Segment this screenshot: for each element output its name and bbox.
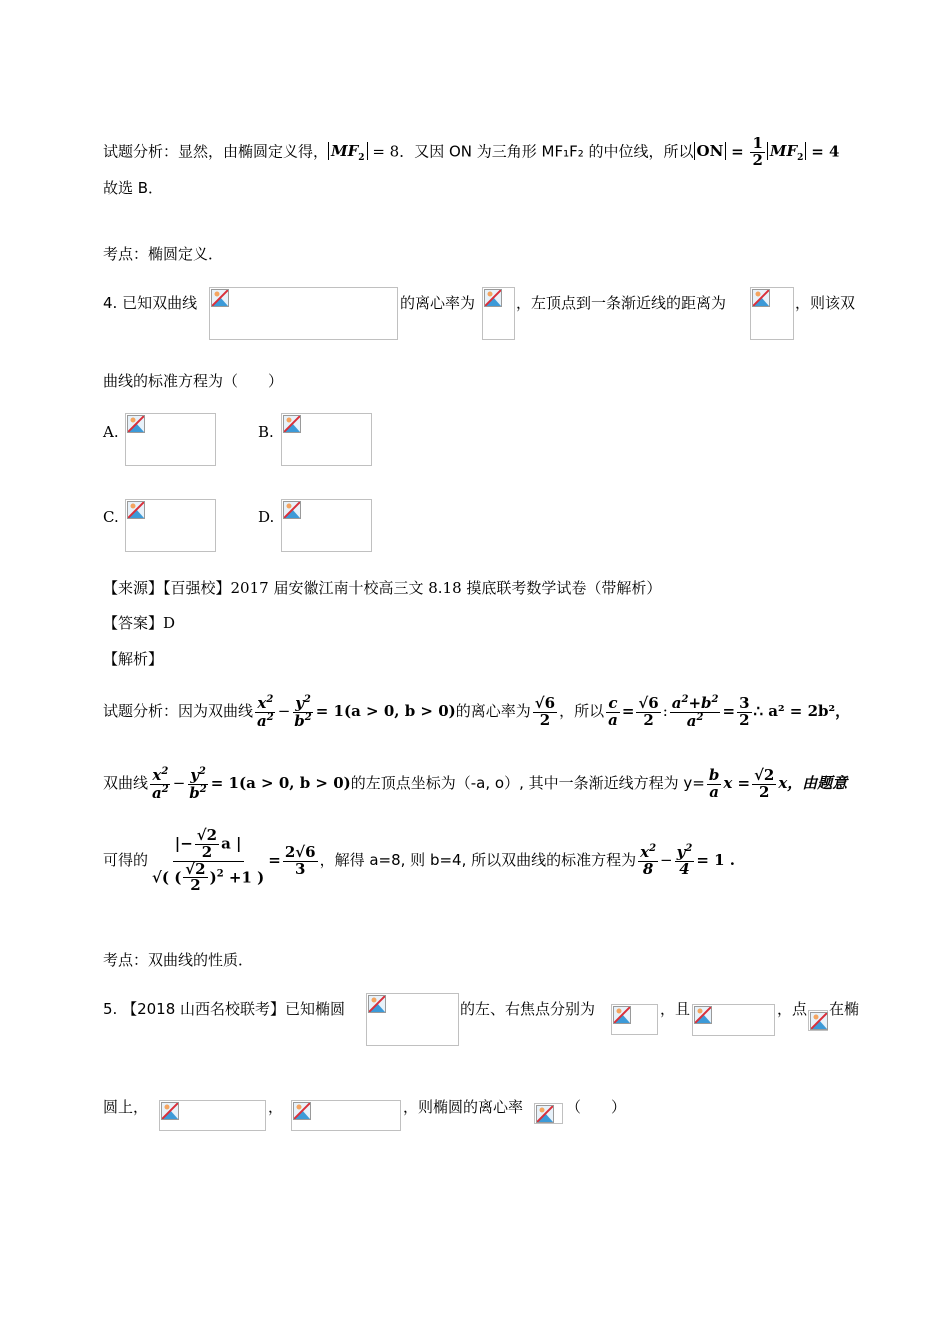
source-line: 【来源】【百强校】2017 届安徽江南十校高三文 8.18 摸底联考数学试卷（带解析） xyxy=(103,579,662,597)
broken-image-icon xyxy=(127,501,145,519)
q4-text-line2: 曲线的标准方程为（ ） xyxy=(103,372,284,390)
option-b-label: B. xyxy=(258,423,274,441)
broken-image-icon xyxy=(283,501,301,519)
solution-line-2: 双曲线 $\frac{x^2}{a^2}$ − $\frac{y^2}{b^2}$ = 1(a > 0, b > 0)的左顶点坐标为（-a, o）, 其中一条渐近线方程为 y= $\frac{b}{a}$ x = $\frac{√2}{2}$ x，由题意 xyxy=(103,765,848,802)
kaodian-1: 考点：椭圆定义． xyxy=(103,245,224,263)
broken-image-cond-1 xyxy=(159,1100,266,1131)
broken-image-icon xyxy=(484,289,502,307)
option-c-label: C. xyxy=(103,508,119,526)
q4-text-a: 4. 已知双曲线 xyxy=(103,294,198,312)
broken-image-cond-2 xyxy=(291,1100,401,1131)
broken-image-icon xyxy=(161,1102,179,1120)
broken-image-icon xyxy=(293,1102,311,1120)
kaodian-2: 考点：双曲线的性质． xyxy=(103,951,254,969)
broken-image-icon xyxy=(283,415,301,433)
broken-image-ellipse xyxy=(366,993,459,1046)
broken-image-icon xyxy=(536,1105,554,1123)
broken-image-icon xyxy=(694,1006,712,1024)
broken-image-icon xyxy=(211,289,229,307)
solution-line-3: 可得的 |− $\frac{√2}{2}$ a | √( ( $\frac{√2}{2}$ )$^2$ +1 ) = $\frac{2√6}{3}$ ，解得 a=8, 则 b=4, 所以双曲线的标准方程为 $\frac{x^2}{8}$ − $\frac{y^2}{4}$ = 1 . xyxy=(103,826,735,895)
fraction-half: $\frac{1}{2}$ xyxy=(752,134,763,169)
broken-image-icon xyxy=(613,1006,631,1024)
jiexi-label: 【解析】 xyxy=(103,650,164,668)
broken-image-equation xyxy=(209,287,398,340)
option-d-label: D. xyxy=(258,508,275,526)
distance-fraction: |− $\frac{√2}{2}$ a | √( ( $\frac{√2}{2}$ )$^2$ +1 ) xyxy=(152,826,265,895)
option-c-image[interactable] xyxy=(125,499,216,552)
broken-image-ecc xyxy=(534,1103,563,1124)
answer-line: 【答案】D xyxy=(103,614,176,632)
broken-image-icon xyxy=(368,995,386,1013)
choose-line: 故选 B． xyxy=(103,179,164,197)
frac-sqrt6-2: $\frac{√6}{2}$ xyxy=(534,693,556,729)
q5-text-line2: 圆上， xyxy=(103,1098,149,1116)
broken-image-condition xyxy=(692,1004,775,1036)
broken-image-eccentricity xyxy=(482,287,515,340)
frac-x2-a2: $\frac{x^2}{a^2}$ xyxy=(257,693,274,730)
broken-image-icon xyxy=(752,289,770,307)
broken-image-icon xyxy=(127,415,145,433)
broken-image-distance xyxy=(750,287,794,340)
broken-image-icon xyxy=(810,1012,828,1030)
broken-image-point xyxy=(808,1010,828,1031)
broken-image-foci xyxy=(611,1004,658,1035)
abs-mf2: $MF_2$ xyxy=(328,142,368,160)
analysis-line-1: 试题分析：显然，由椭圆定义得， $MF_2 = 8$．又因 ON 为三角形 MF₁F₂ 的中位线，所以 ON = $\frac{1}{2}$ $MF_2 = 4$ xyxy=(103,134,840,169)
option-d-image[interactable] xyxy=(281,499,372,552)
q5-text-a: 5. 【2018 山西名校联考】已知椭圆 xyxy=(103,1000,346,1018)
option-a-label: A. xyxy=(103,423,119,441)
option-a-image[interactable] xyxy=(125,413,216,466)
solution-line-1: 试题分析：因为双曲线 $\frac{x^2}{a^2}$ − $\frac{y^2}{b^2}$ = 1(a > 0, b > 0)的离心率为 $\frac{√6}{2}$ ，所以 $\frac{c}{a}$ = $\frac{√6}{2}$ : $\frac{a^2+b^2}{a^2}$ = $\frac{3}{2}$ ∴ a² = 2b²， xyxy=(103,693,851,730)
option-b-image[interactable] xyxy=(281,413,372,466)
